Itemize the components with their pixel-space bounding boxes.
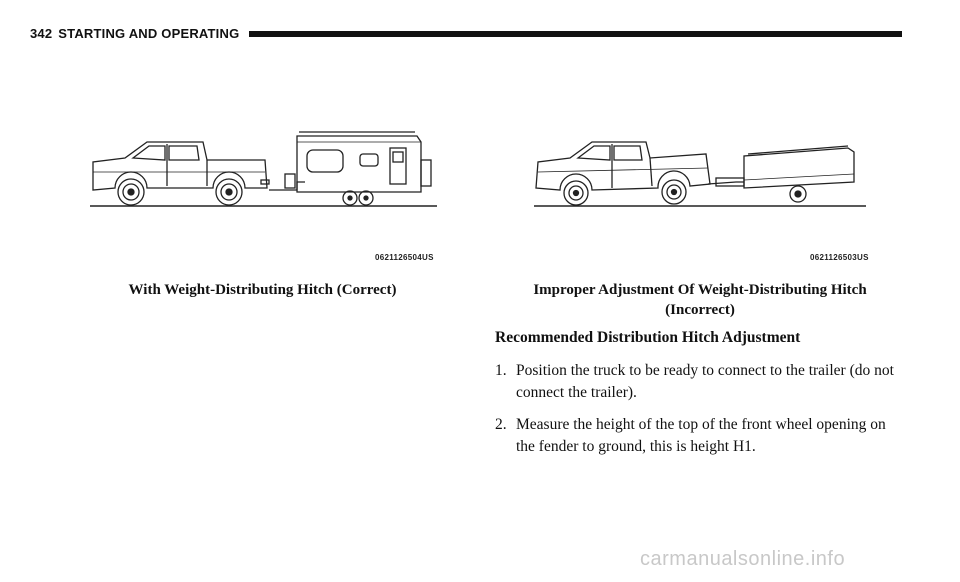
figure-code-incorrect: 0621126503US (810, 253, 869, 262)
section-title: STARTING AND OPERATING (58, 25, 240, 41)
page-header (30, 24, 902, 42)
step-number: 1. (495, 362, 507, 379)
step-number: 2. (495, 416, 507, 433)
watermark: carmanualsonline.info (640, 548, 846, 570)
step-text: Position the truck to be ready to connect to the trailer (do not connect the trailer). (516, 362, 894, 401)
figure-code-correct: 0621126504US (375, 253, 434, 262)
header-rule (249, 31, 902, 37)
steps-list (495, 360, 907, 468)
step-item (495, 414, 907, 458)
caption-incorrect (495, 280, 905, 320)
caption-incorrect-line2: (Incorrect) (665, 302, 735, 318)
incorrect-hitch-illustration (530, 130, 870, 220)
section-heading: Recommended Distribution Hitch Adjustment (495, 329, 801, 346)
step-text: Measure the height of the top of the front wheel opening on the fender to ground, this is height H1. (516, 416, 886, 455)
caption-correct: With Weight-Distributing Hitch (Correct) (128, 282, 397, 298)
page-number: 342 (30, 25, 53, 41)
caption-incorrect-line1: Improper Adjustment Of Weight-Distributing Hitch (533, 282, 867, 298)
correct-hitch-illustration (85, 120, 445, 220)
step-item (495, 360, 907, 404)
